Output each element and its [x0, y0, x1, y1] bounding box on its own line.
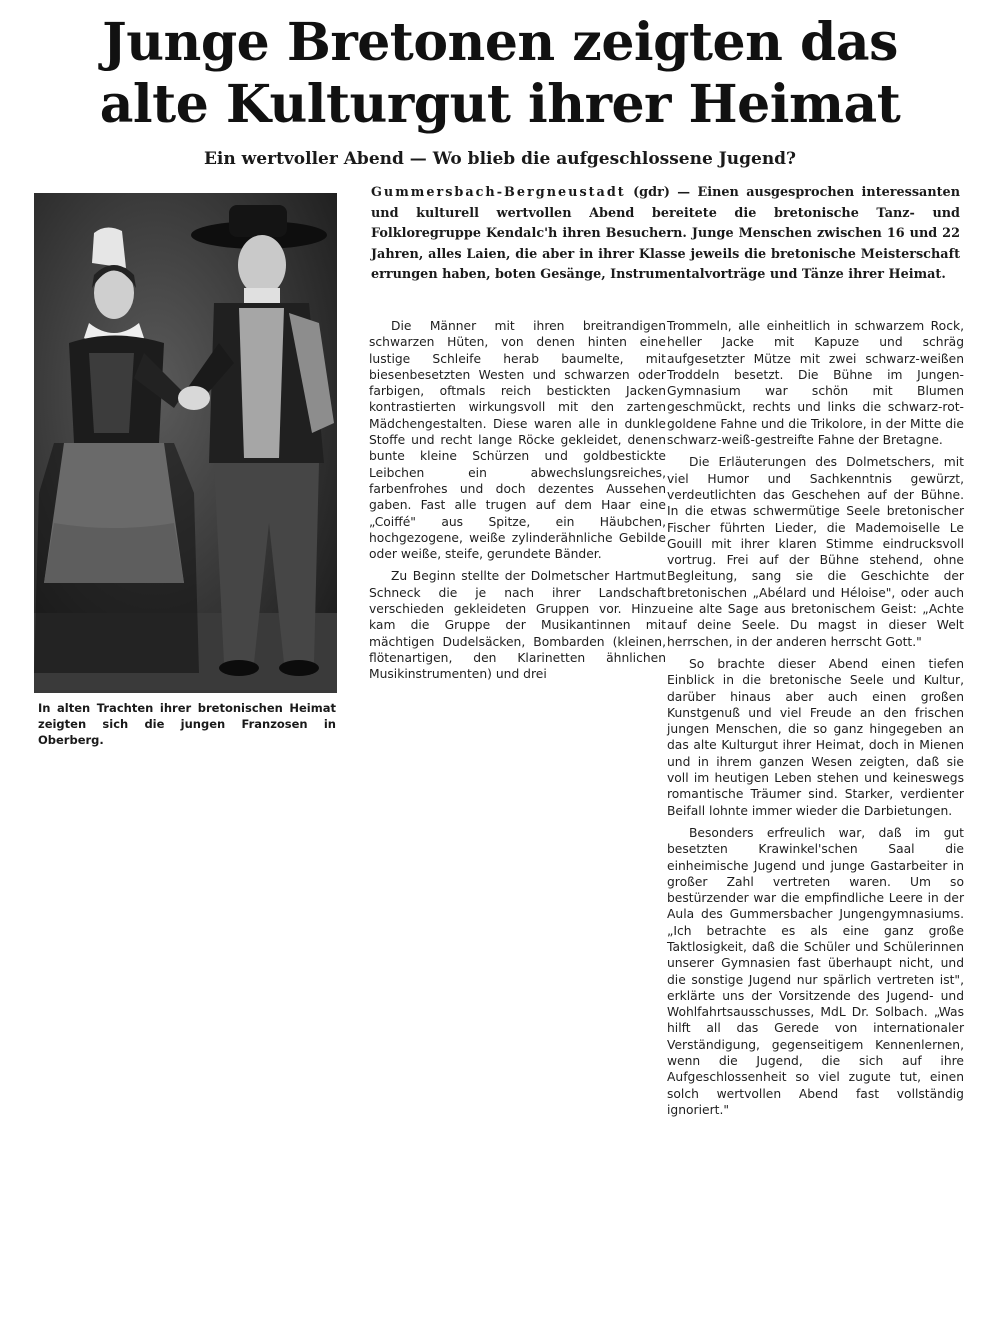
paragraph: Die Erläuterungen des Dolmetschers, mit viel Humor und Sachkenntnis gewürzt, verdeutlichten das Geschehen auf der Bühne. In die etwas schwermütige Seele bretonischer Fischer führten Lieder, die Mademoiselle Le Gouill mit ihrer klaren Stimme eindrucksvoll vortrug. Frei auf der Bühne stehend, ohne Begleitung, sang sie die Geschichte der bretonischen „Abélard und Héloise", oder auch eine alte Sage aus bretonischem Geist: „Achte auf deine Seele. Du magst in dieser Welt herrschen, in der anderen herrscht Gott." [667, 455, 964, 649]
paragraph: Die Männer mit ihren breitrandigen schwarzen Hüten, von denen hinten eine lustige Schleife herab baumelte, mit biesenbesetzten Westen und schwarzen oder farbigen, oftmals reich bestickten Jacken kontrastierten wirkungsvoll mit den zarten Mädchengestalten. Diese waren alle in dunkle Stoffe und recht lange Röcke gekleidet, denen bunte kleine Schürzen und goldbestickte Leibchen ein abwechslungsreiches, farbenfrohes und doch dezentes Aussehen gaben. Fast alle trugen auf dem Haar eine „Coiffé" aus Spitze, ein Häubchen, hochgezogene, weiße zylinderähnliche Gebilde oder weiße, steife, gerundete Bänder. [369, 319, 666, 562]
article-photo [34, 193, 337, 693]
headline-line-2: alte Kulturgut ihrer Heimat [99, 74, 901, 135]
paragraph: So brachte dieser Abend einen tiefen Einblick in die bretonische Seele und Kultur, darüber hinaus aber auch einen großen Kunstgenuß und viel Freude an den frischen jungen Menschen, die so ganz hingegeben an das alte Kulturgut ihrer Heimat, doch in Mienen und in ihrem ganzen Wesen zeigten, daß sie voll im heutigen Leben stehen und keineswegs romantische Träumer sind. Starker, verdienter Beifall lohnte immer wieder die Darbietungen. [667, 656, 964, 818]
photo-caption: In alten Trachten ihrer bretonischen Heimat zeigten sich die jungen Franzosen in Oberberg. [38, 701, 336, 747]
body-column-1 [369, 318, 666, 689]
dateline: Gummersbach-Bergneustadt [371, 185, 626, 200]
headline-line-1: Junge Bretonen zeigten das [102, 12, 898, 73]
subheadline: Ein wertvoller Abend — Wo blieb die aufgeschlossene Jugend? [203, 149, 797, 169]
headline [40, 12, 960, 136]
lead-text: (gdr) — Einen ausgesprochen interessanten und kulturell wertvollen Abend bereitete die bretonische Tanz- und Folkloregruppe Kendalc'h ihren Besuchern. Junge Menschen zwischen 16 und 22 Jahren, alles Laien, die aber in ihrer Klasse jeweils die bretonische Meisterschaft errungen haben, boten Gesänge, Instrumentalvorträge und Tänze ihrer Heimat. [371, 185, 960, 282]
photo-illustration [34, 193, 337, 693]
paragraph: Trommeln, alle einheitlich in schwarzem Rock, heller Jacke mit Kapuze und schräg aufgesetzter Mütze mit zwei schwarz-weißen Troddeln besetzt. Die Bühne im Jungen-Gymnasium war schön mit Blumen geschmückt, rechts und links die schwarz-rot-goldene Fahne und die Trikolore, in der Mitte die schwarz-weiß-gestreifte Fahne der Bretagne. [667, 319, 964, 448]
lead-paragraph [371, 183, 960, 286]
body-column-2 [667, 318, 964, 1124]
paragraph: Zu Beginn stellte der Dolmetscher Hartmut Schneck die je nach ihrer Landschaft verschieden gekleideten Gruppen vor. Hinzu kam die Gruppe der Musikantinnen mit mächtigen Dudelsäcken, Bombarden (kleinen, flötenartigen, den Klarinetten ähnlichen Musikinstrumenten) und drei [369, 569, 666, 682]
paragraph: Besonders erfreulich war, daß im gut besetzten Krawinkel'schen Saal die einheimische Jugend und junge Gastarbeiter in großer Zahl vertreten waren. Um so bestürzender war die empfindliche Leere in der Aula des Gummersbacher Jungengymnasiums. „Ich betrachte es als eine ganz große Taktlosigkeit, daß die Schüler und Schülerinnen unserer Gymnasien fast überhaupt nicht, und die sonstige Jugend nur spärlich vertreten ist", erklärte uns der Vorsitzende des Jugend- und Wohlfahrtsausschusses, MdL Dr. Solbach. „Was hilft all das Gerede von internationaler Verständigung, gegenseitigem Kennenlernen, wenn die Jugend, die sich auf ihre Aufgeschlossenheit so viel zugute tut, einen solch wertvollen Abend fast vollständig ignoriert." [667, 825, 964, 1117]
